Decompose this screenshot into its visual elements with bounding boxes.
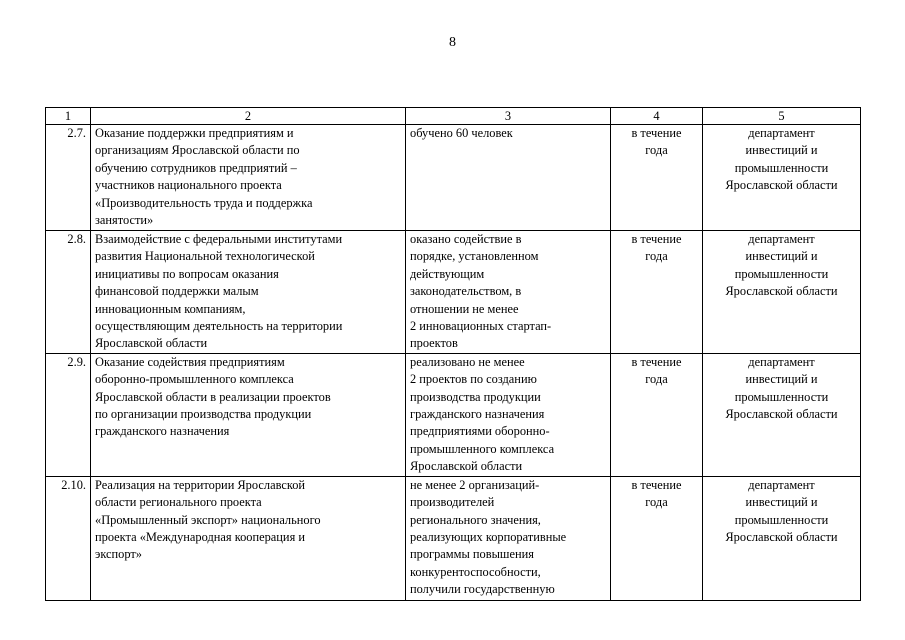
row-number: 2.8.: [46, 231, 91, 354]
measure-name: Оказание поддержки предприятиям и организациям Ярославской области по обучению сотрудников предприятий – участников национального проекта «Производительность труда и поддержка занятости»: [95, 126, 313, 228]
row-number: 2.10.: [46, 476, 91, 600]
measure-responsible: департамент инвестиций и промышленности Ярославской области: [725, 477, 838, 544]
header-col-5: 5: [703, 108, 861, 125]
header-row: [46, 108, 861, 125]
header-col-1: 1: [46, 108, 91, 125]
measure-name: Реализация на территории Ярославской области регионального проекта «Промышленный экспорт» национального проекта «Международная кооперация и экспорт»: [95, 477, 321, 562]
table-row: [46, 476, 861, 600]
measure-name: Взаимодействие с федеральными институтами развития Национальной технологической инициативы по вопросам оказания финансовой поддержки малым инновационным компаниям, осуществляющим деятельность на территории Ярославской области: [95, 232, 343, 351]
row-number: 2.7.: [46, 125, 91, 231]
table-row: [46, 231, 861, 354]
measure-result: обучено 60 человек: [410, 126, 513, 140]
table-body: [46, 125, 861, 601]
measure-term: в течение года: [631, 477, 682, 510]
measures-table: [45, 107, 861, 601]
row-number: 2.9.: [46, 353, 91, 476]
measure-name: Оказание содействия предприятиям оборонно-промышленного комплекса Ярославской области в реализации проектов по организации производства продукции гражданского назначения: [95, 354, 331, 439]
measure-result: реализовано не менее 2 проектов по созданию производства продукции гражданского назначения предприятиями оборонно- промышленного комплекса Ярославской области: [410, 354, 555, 474]
table-row: [46, 125, 861, 231]
measure-term: в течение года: [631, 126, 682, 158]
table-row: [46, 353, 861, 476]
header-col-4: 4: [611, 108, 703, 125]
measure-term: в течение года: [631, 354, 682, 387]
measure-term: в течение года: [631, 232, 682, 264]
page-number: 8: [449, 35, 456, 50]
header-col-3: 3: [406, 108, 611, 125]
header-col-2: 2: [91, 108, 406, 125]
table-header: [46, 108, 861, 125]
measure-result: оказано содействие в порядке, установленном действующим законодательством, в отношении не менее 2 инновационных стартап- проектов: [410, 232, 552, 351]
measure-responsible: департамент инвестиций и промышленности Ярославской области: [725, 232, 838, 299]
measure-responsible: департамент инвестиций и промышленности Ярославской области: [725, 126, 838, 193]
measure-responsible: департамент инвестиций и промышленности Ярославской области: [725, 354, 838, 422]
measure-result: не менее 2 организаций- производителей регионального значения, реализующих корпоративные программы повышения конкурентоспособности, получили государственную: [410, 477, 567, 597]
